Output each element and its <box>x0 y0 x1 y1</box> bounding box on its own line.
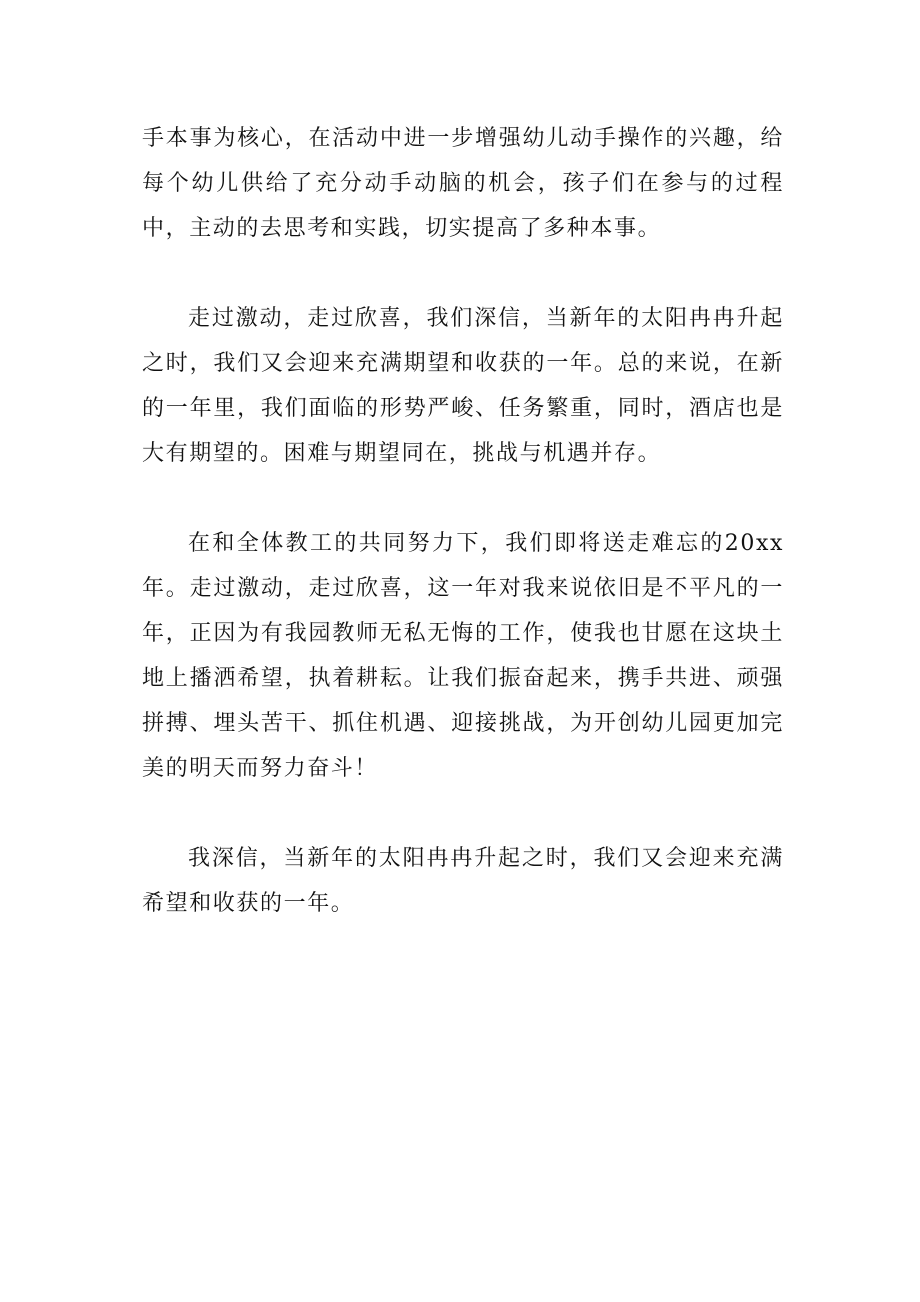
paragraph-gap <box>142 251 784 296</box>
paragraph-year-farewell: 在和全体教工的共同努力下，我们即将送走难忘的20xx年。走过激动，走过欣喜，这一年对我来说依旧是不平凡的一年，正因为有我园教师无私无悔的工作，使我也甘愿在这块土地上播洒希望，执着耕耘。让我们振奋起来，携手共进、顽强拼搏、埋头苦干、抓住机遇、迎接挑战，为开创幼儿园更加完美的明天而努力奋斗！ <box>142 531 784 781</box>
paragraph-closing: 我深信，当新年的太阳冉冉升起之时，我们又会迎来充满希望和收获的一年。 <box>142 846 784 916</box>
paragraph-continuation: 手本事为核心，在活动中进一步增强幼儿动手操作的兴趣，给每个幼儿供给了充分动手动脑的机会，孩子们在参与的过程中，主动的去思考和实践，切实提高了多种本事。 <box>142 126 784 241</box>
paragraph-gap <box>142 791 784 836</box>
document-body <box>142 116 784 926</box>
paragraph-new-year-outlook: 走过激动，走过欣喜，我们深信，当新年的太阳冉冉升起之时，我们又会迎来充满期望和收获的一年。总的来说，在新的一年里，我们面临的形势严峻、任务繁重，同时，酒店也是大有期望的。困难与期望同在，挑战与机遇并存。 <box>142 306 784 466</box>
paragraph-gap <box>142 476 784 521</box>
